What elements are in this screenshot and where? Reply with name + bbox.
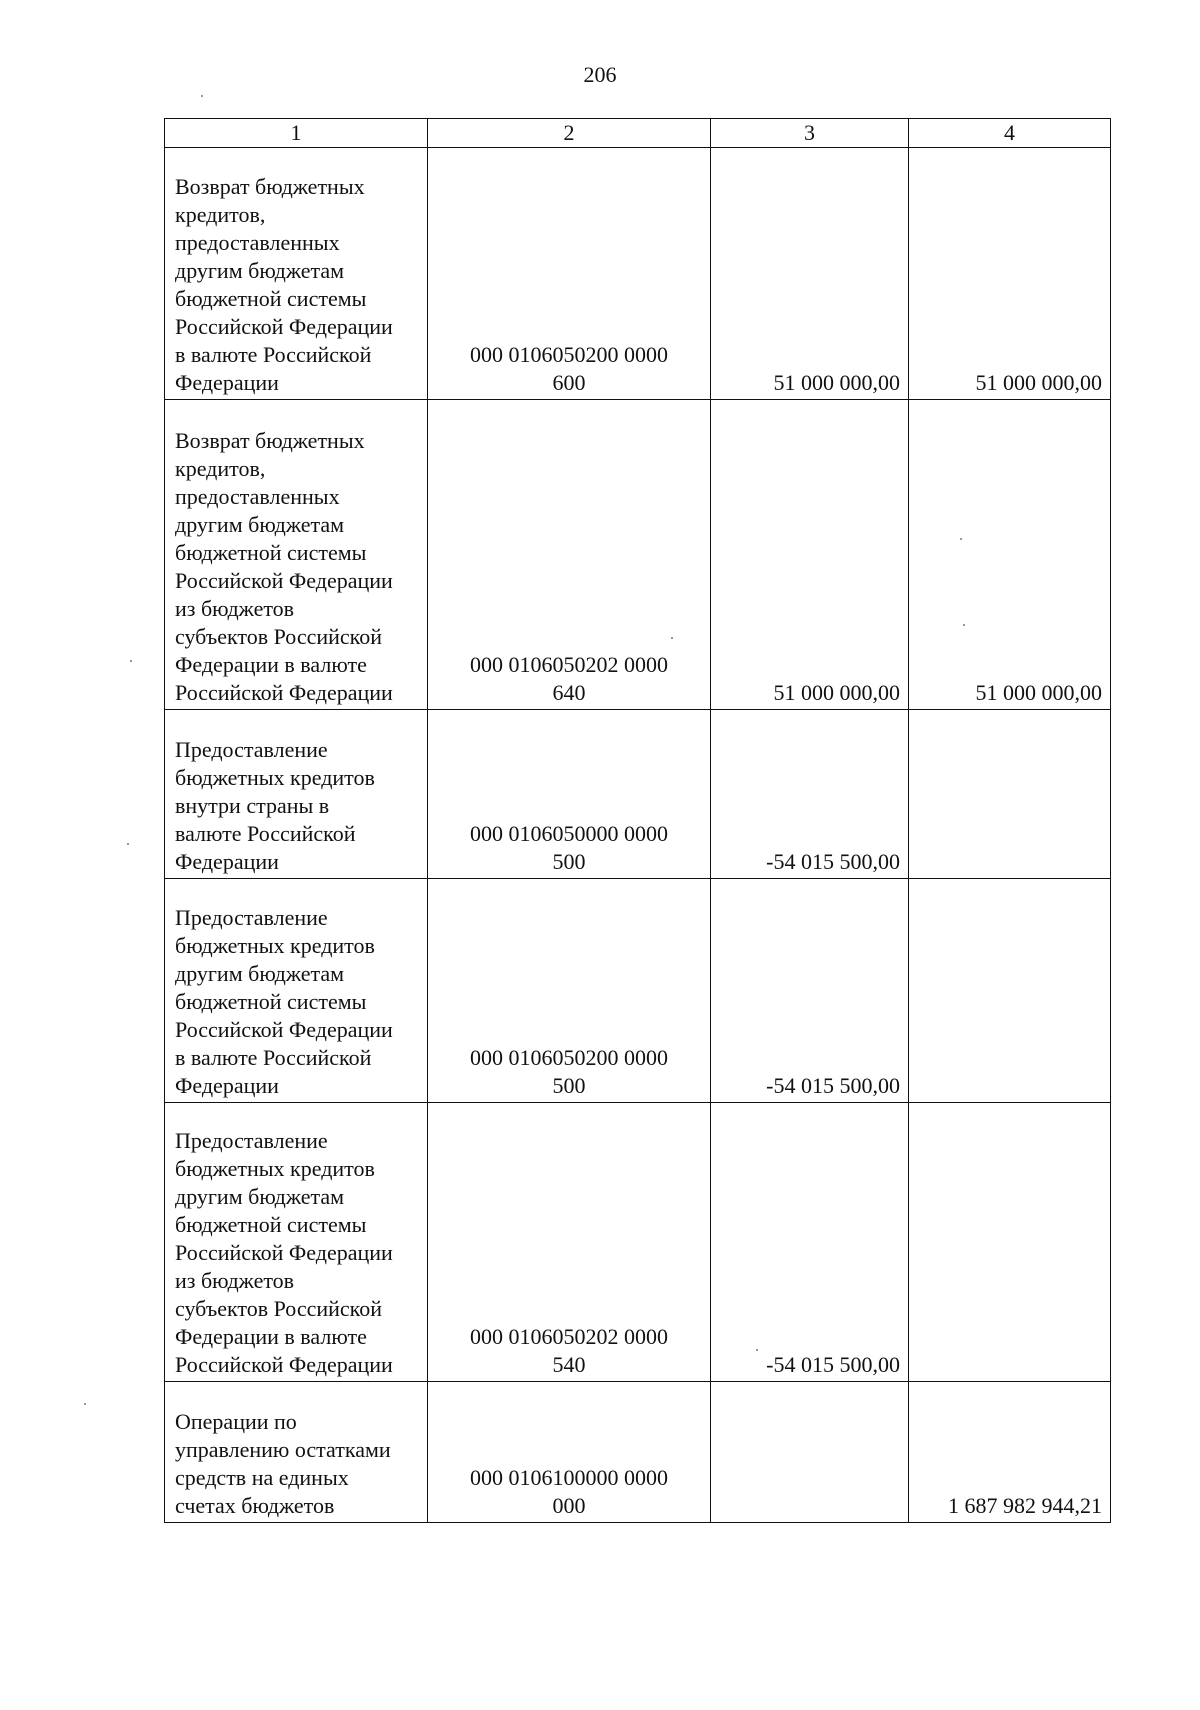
table-row — [165, 879, 1111, 1103]
row-name: Предоставление бюджетных кредитов другим бюджетам бюджетной системы Российской Федерации в валюте Российской Федерации — [165, 879, 428, 1103]
row-amount-col4: 51 000 000,00 — [909, 148, 1111, 400]
row-code: 000 0106050202 0000 540 — [428, 1103, 711, 1382]
column-header-1: 1 — [165, 119, 428, 148]
row-name: Предоставление бюджетных кредитов другим бюджетам бюджетной системы Российской Федерации из бюджетов субъектов Российской Федерации в валюте Российской Федерации — [165, 1103, 428, 1382]
budget-sources-table — [164, 118, 1111, 1523]
row-code: 000 0106100000 0000 000 — [428, 1382, 711, 1523]
table-row — [165, 1103, 1111, 1382]
row-amount-col4: 1 687 982 944,21 — [909, 1382, 1111, 1523]
column-header-3: 3 — [711, 119, 909, 148]
row-amount-col4: 51 000 000,00 — [909, 400, 1111, 710]
scan-speck — [963, 624, 965, 626]
row-amount-col3: -54 015 500,00 — [711, 879, 909, 1103]
table-row — [165, 1382, 1111, 1523]
row-amount-col3: 51 000 000,00 — [711, 400, 909, 710]
row-amount-col4 — [909, 879, 1111, 1103]
column-header-4: 4 — [909, 119, 1111, 148]
scan-speck — [201, 95, 203, 97]
row-code: 000 0106050200 0000 600 — [428, 148, 711, 400]
table-row — [165, 710, 1111, 879]
row-code: 000 0106050202 0000 640 — [428, 400, 711, 710]
row-amount-col3: -54 015 500,00 — [711, 710, 909, 879]
scan-speck — [130, 660, 132, 662]
page-number: 206 — [583, 62, 617, 87]
row-amount-col3: -54 015 500,00 — [711, 1103, 909, 1382]
scan-speck — [756, 1349, 758, 1351]
scan-speck — [671, 637, 673, 639]
row-name: Возврат бюджетных кредитов, предоставленных другим бюджетам бюджетной системы Российской Федерации из бюджетов субъектов Российской Федерации в валюте Российской Федерации — [165, 400, 428, 710]
row-amount-col3: 51 000 000,00 — [711, 148, 909, 400]
column-header-2: 2 — [428, 119, 711, 148]
table-row — [165, 400, 1111, 710]
scan-speck — [127, 843, 129, 845]
scan-speck — [960, 538, 962, 540]
table-row — [165, 148, 1111, 400]
row-amount-col4 — [909, 1103, 1111, 1382]
row-name: Операции по управлению остатками средств на единых счетах бюджетов — [165, 1382, 428, 1523]
row-code: 000 0106050200 0000 500 — [428, 879, 711, 1103]
row-name: Предоставление бюджетных кредитов внутри страны в валюте Российской Федерации — [165, 710, 428, 879]
row-code: 000 0106050000 0000 500 — [428, 710, 711, 879]
row-amount-col4 — [909, 710, 1111, 879]
scan-speck — [84, 1403, 86, 1405]
row-amount-col3 — [711, 1382, 909, 1523]
row-name: Возврат бюджетных кредитов, предоставленных другим бюджетам бюджетной системы Российской Федерации в валюте Российской Федерации — [165, 148, 428, 400]
table-header-row — [165, 119, 1111, 148]
